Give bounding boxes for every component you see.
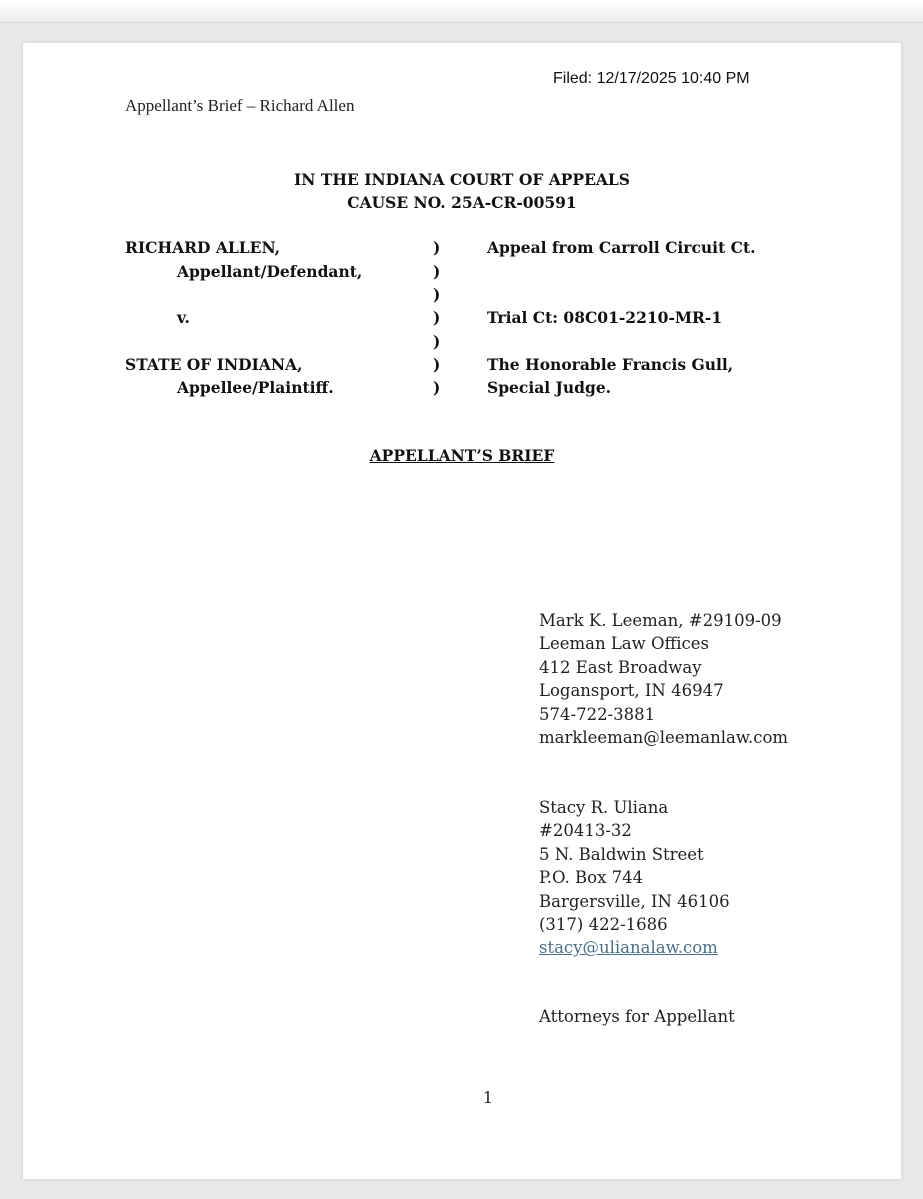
email-link[interactable]: stacy@ulianalaw.com <box>539 938 718 958</box>
attorney-line: Stacy R. Uliana <box>539 798 669 817</box>
caption-paren: ) <box>433 355 441 374</box>
appellant-role: Appellant/Defendant, <box>177 262 363 281</box>
attorney-line: Leeman Law Offices <box>539 634 710 654</box>
caption-paren: ) <box>433 238 441 257</box>
page-number: 1 <box>482 1088 494 1107</box>
attorney-line: (317) 422-1686 <box>539 914 668 934</box>
attorney-block-leeman <box>539 609 788 749</box>
attorney-line: P.O. Box 744 <box>539 868 644 888</box>
attorney-line: #20413-32 <box>539 821 632 841</box>
caption-paren: ) <box>433 262 441 281</box>
document-title <box>23 446 901 465</box>
attorney-line: 412 East Broadway <box>539 657 702 677</box>
attorney-line: Mark K. Leeman, #29109-09 <box>539 611 782 630</box>
judge-title: Special Judge. <box>487 378 612 397</box>
court-name: IN THE INDIANA COURT OF APPEALS <box>294 170 630 189</box>
caption-paren: ) <box>433 285 441 304</box>
appellee-role: Appellee/Plaintiff. <box>177 378 334 397</box>
filed-stamp: Filed: 12/17/2025 10:40 PM <box>553 70 750 87</box>
attorneys-for-label: Attorneys for Appellant <box>539 1007 735 1026</box>
appeal-from: Appeal from Carroll Circuit Ct. <box>487 238 756 257</box>
attorney-line: Bargersville, IN 46106 <box>539 891 730 911</box>
viewer-top-bar <box>0 0 923 23</box>
caption-paren: ) <box>433 378 441 397</box>
attorney-line: Logansport, IN 46947 <box>539 681 724 701</box>
running-header: Appellant’s Brief – Richard Allen <box>125 96 355 115</box>
appellee-name: STATE OF INDIANA, <box>125 355 303 374</box>
document-title-text: APPELLANT’S BRIEF <box>369 446 555 465</box>
attorney-line: markleeman@leemanlaw.com <box>539 727 789 747</box>
judge-name: The Honorable Francis Gull, <box>487 355 734 374</box>
attorney-line: 5 N. Baldwin Street <box>539 844 704 864</box>
document-page <box>23 43 901 1179</box>
attorney-line: 574-722-3881 <box>539 704 656 724</box>
attorney-block-uliana <box>539 796 730 960</box>
appellant-name: RICHARD ALLEN, <box>125 238 281 257</box>
case-caption <box>23 43 901 443</box>
caption-paren: ) <box>433 308 441 327</box>
versus-label: v. <box>177 308 190 327</box>
caption-paren: ) <box>433 332 441 351</box>
cause-number: CAUSE NO. 25A-CR-00591 <box>347 193 577 212</box>
trial-court-number: Trial Ct: 08C01-2210-MR-1 <box>487 308 723 327</box>
